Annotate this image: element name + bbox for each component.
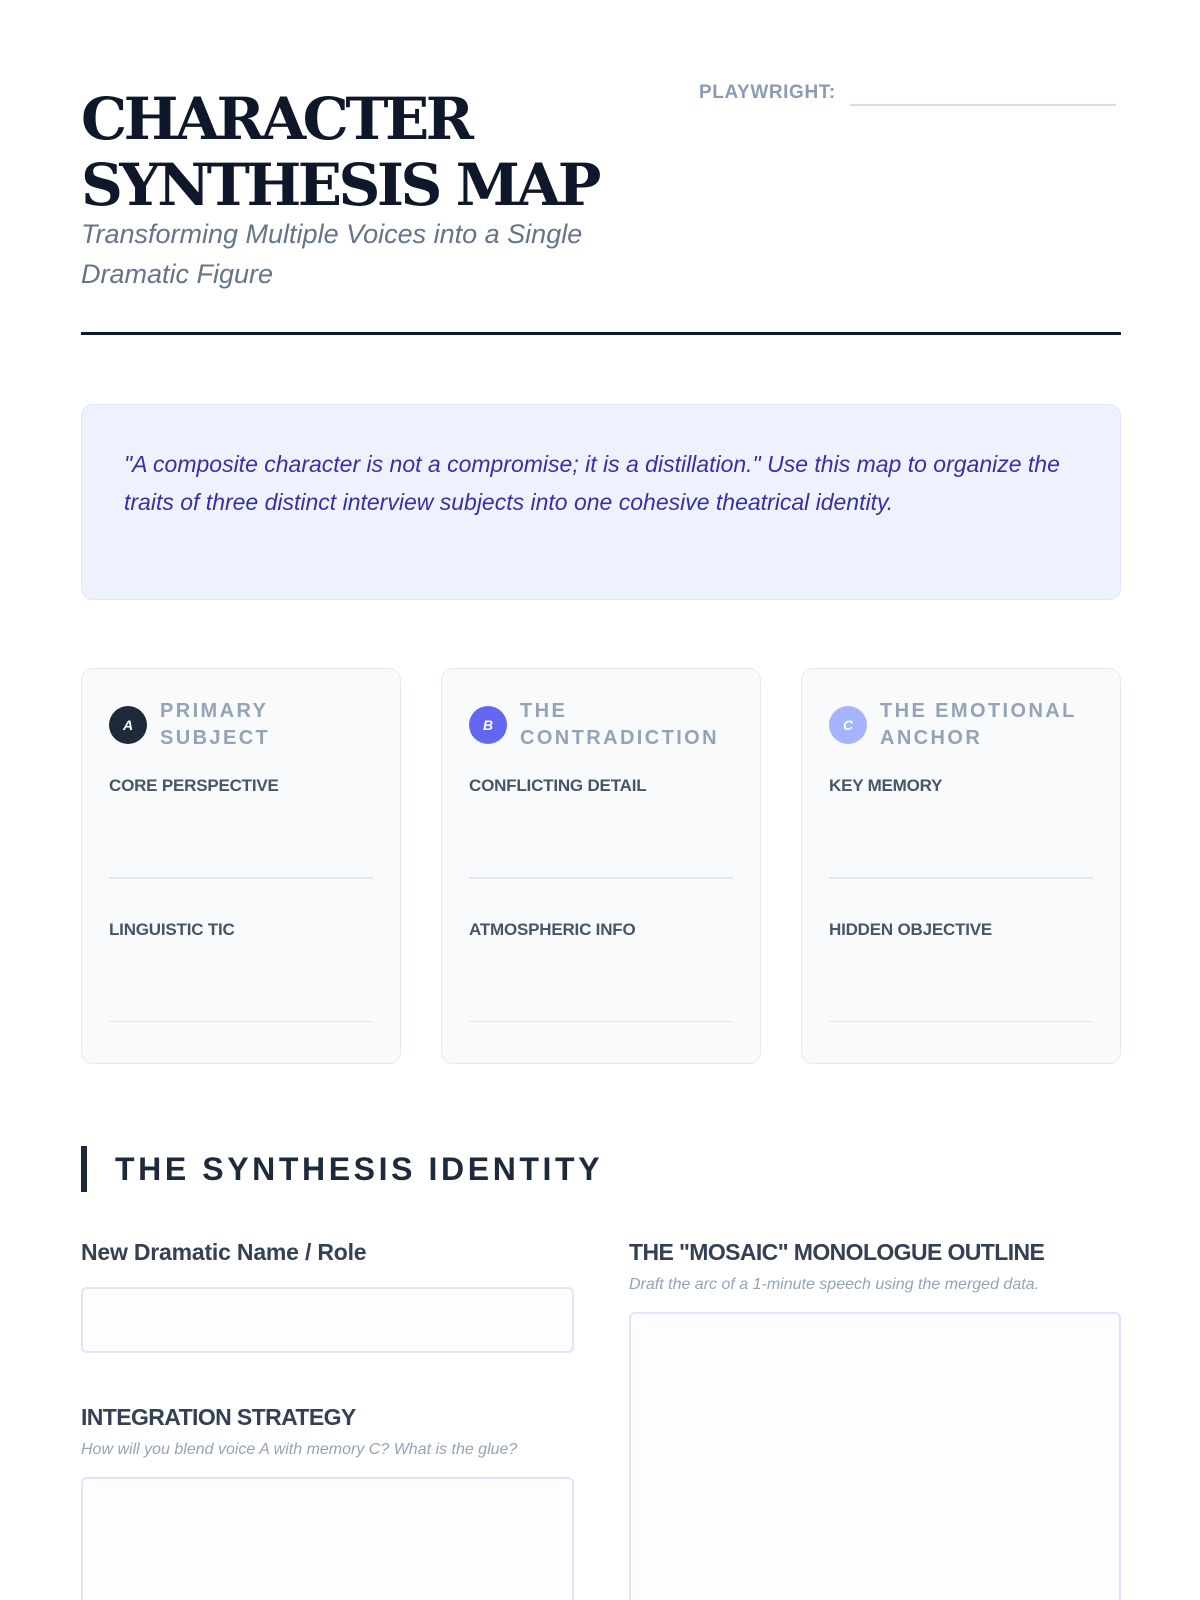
badge-c: C bbox=[829, 706, 867, 744]
card-title-line-1: THE EMOTIONAL bbox=[880, 700, 1077, 722]
card-title-line-2: ANCHOR bbox=[880, 727, 983, 749]
field-input-line[interactable] bbox=[109, 1021, 373, 1023]
field-input-line[interactable] bbox=[109, 877, 373, 879]
worksheet-page bbox=[81, 0, 1121, 1600]
card-title bbox=[520, 698, 719, 752]
synthesis-right-column bbox=[629, 1236, 1121, 1600]
playwright-field bbox=[699, 80, 1116, 106]
field-input-line[interactable] bbox=[469, 1021, 733, 1023]
page-subtitle: Transforming Multiple Voices into a Single Dramatic Figure bbox=[81, 219, 583, 289]
card-header bbox=[109, 697, 373, 753]
card-header bbox=[469, 697, 733, 753]
field-linguistic-tic bbox=[109, 919, 373, 1023]
card-title bbox=[160, 698, 270, 752]
card-title bbox=[880, 698, 1077, 752]
card-contradiction bbox=[441, 668, 761, 1064]
badge-b: B bbox=[469, 706, 507, 744]
integration-strategy-label: INTEGRATION STRATEGY bbox=[81, 1404, 356, 1430]
integration-strategy-textarea[interactable] bbox=[81, 1477, 574, 1600]
monologue-outline-label: THE "MOSAIC" MONOLOGUE OUTLINE bbox=[629, 1239, 1045, 1265]
field-atmospheric-info bbox=[469, 919, 733, 1023]
title-line-1: CHARACTER bbox=[81, 85, 471, 153]
monologue-outline-textarea[interactable] bbox=[629, 1312, 1121, 1600]
page-title bbox=[81, 86, 641, 218]
source-cards bbox=[81, 668, 1121, 1064]
field-label: KEY MEMORY bbox=[829, 776, 943, 795]
card-primary-subject bbox=[81, 668, 401, 1064]
playwright-input-line[interactable] bbox=[850, 80, 1116, 106]
playwright-label: PLAYWRIGHT: bbox=[699, 82, 836, 103]
field-conflicting-detail bbox=[469, 775, 733, 879]
section-accent-bar bbox=[81, 1146, 87, 1192]
field-label: CORE PERSPECTIVE bbox=[109, 776, 279, 795]
card-header bbox=[829, 697, 1093, 753]
field-label: HIDDEN OBJECTIVE bbox=[829, 919, 993, 939]
synthesis-left-column bbox=[81, 1236, 575, 1600]
card-title-line-2: CONTRADICTION bbox=[520, 727, 719, 749]
field-label: ATMOSPHERIC INFO bbox=[469, 919, 636, 939]
field-input-line[interactable] bbox=[469, 877, 733, 879]
card-title-line-1: PRIMARY bbox=[160, 700, 269, 722]
card-title-line-1: THE bbox=[520, 700, 568, 722]
card-emotional-anchor bbox=[801, 668, 1121, 1064]
title-line-2: SYNTHESIS MAP bbox=[81, 151, 598, 219]
integration-strategy-hint: How will you blend voice A with memory C? What is the glue? bbox=[81, 1441, 518, 1458]
intro-quote-box bbox=[81, 404, 1121, 600]
field-input-line[interactable] bbox=[829, 1021, 1093, 1023]
badge-a: A bbox=[109, 706, 147, 744]
card-title-line-2: SUBJECT bbox=[160, 727, 271, 749]
field-label: LINGUISTIC TIC bbox=[109, 919, 235, 939]
dramatic-name-input[interactable] bbox=[81, 1287, 574, 1353]
monologue-outline-hint: Draft the arc of a 1-minute speech using the merged data. bbox=[629, 1276, 1040, 1293]
header-divider bbox=[81, 332, 1121, 335]
field-input-line[interactable] bbox=[829, 877, 1093, 879]
field-hidden-objective bbox=[829, 919, 1093, 1023]
synthesis-section-header bbox=[81, 1146, 603, 1192]
field-key-memory bbox=[829, 775, 1093, 879]
dramatic-name-label: New Dramatic Name / Role bbox=[81, 1239, 367, 1265]
field-label: CONFLICTING DETAIL bbox=[469, 776, 647, 795]
intro-quote-text: "A composite character is not a compromise; it is a distillation." Use this map to organize the traits of three distinct interview subjects into one cohesive theatrical identity. bbox=[124, 451, 1060, 515]
section-title: THE SYNTHESIS IDENTITY bbox=[115, 1150, 604, 1187]
field-core-perspective bbox=[109, 775, 373, 879]
